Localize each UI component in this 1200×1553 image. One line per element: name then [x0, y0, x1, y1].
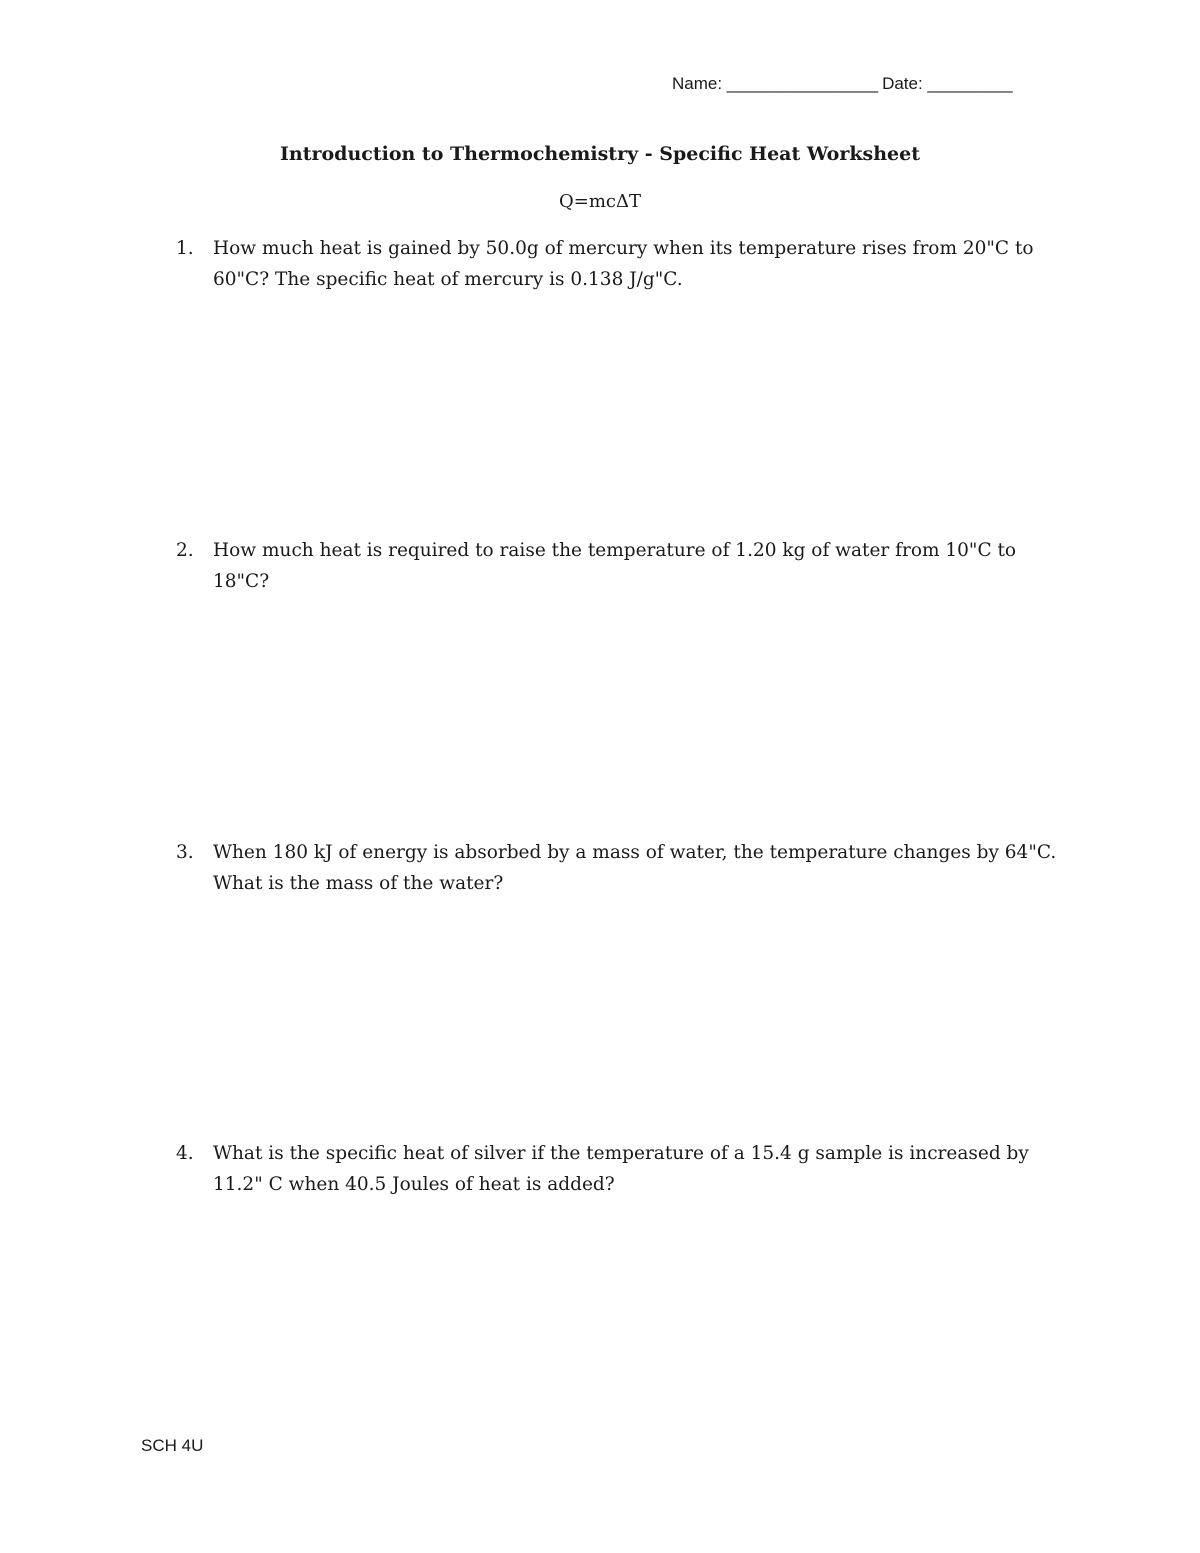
- question-item: [176, 535, 1066, 597]
- question-number: 4.: [176, 1143, 194, 1164]
- question-number: 2.: [176, 540, 194, 561]
- name-date-header: [672, 74, 1013, 94]
- question-number: 1.: [176, 238, 194, 259]
- question-number: 3.: [176, 842, 194, 863]
- worksheet-title: Introduction to Thermochemistry - Specific Heat Worksheet: [280, 143, 920, 165]
- question-text: How much heat is required to raise the temperature of 1.20 kg of water from 10"C to 18"C?: [213, 540, 1017, 592]
- question-text: How much heat is gained by 50.0g of mercury when its temperature rises from 20"C to 60"C? The specific heat of mercury is 0.138 J/g"C.: [213, 238, 1034, 290]
- date-field-label: Date: _________: [882, 74, 1013, 93]
- formula: Q=mcΔT: [559, 191, 641, 212]
- question-item: [176, 837, 1066, 899]
- question-text: What is the specific heat of silver if the temperature of a 15.4 g sample is increased by 11.2" C when 40.5 Joules of heat is added?: [213, 1143, 1029, 1195]
- course-code-footer: SCH 4U: [141, 1436, 204, 1455]
- name-field-label: Name: ________________: [672, 74, 879, 93]
- question-text: When 180 kJ of energy is absorbed by a mass of water, the temperature changes by 64"C. What is the mass of the water?: [213, 842, 1057, 894]
- question-item: [176, 233, 1066, 295]
- question-item: [176, 1138, 1066, 1200]
